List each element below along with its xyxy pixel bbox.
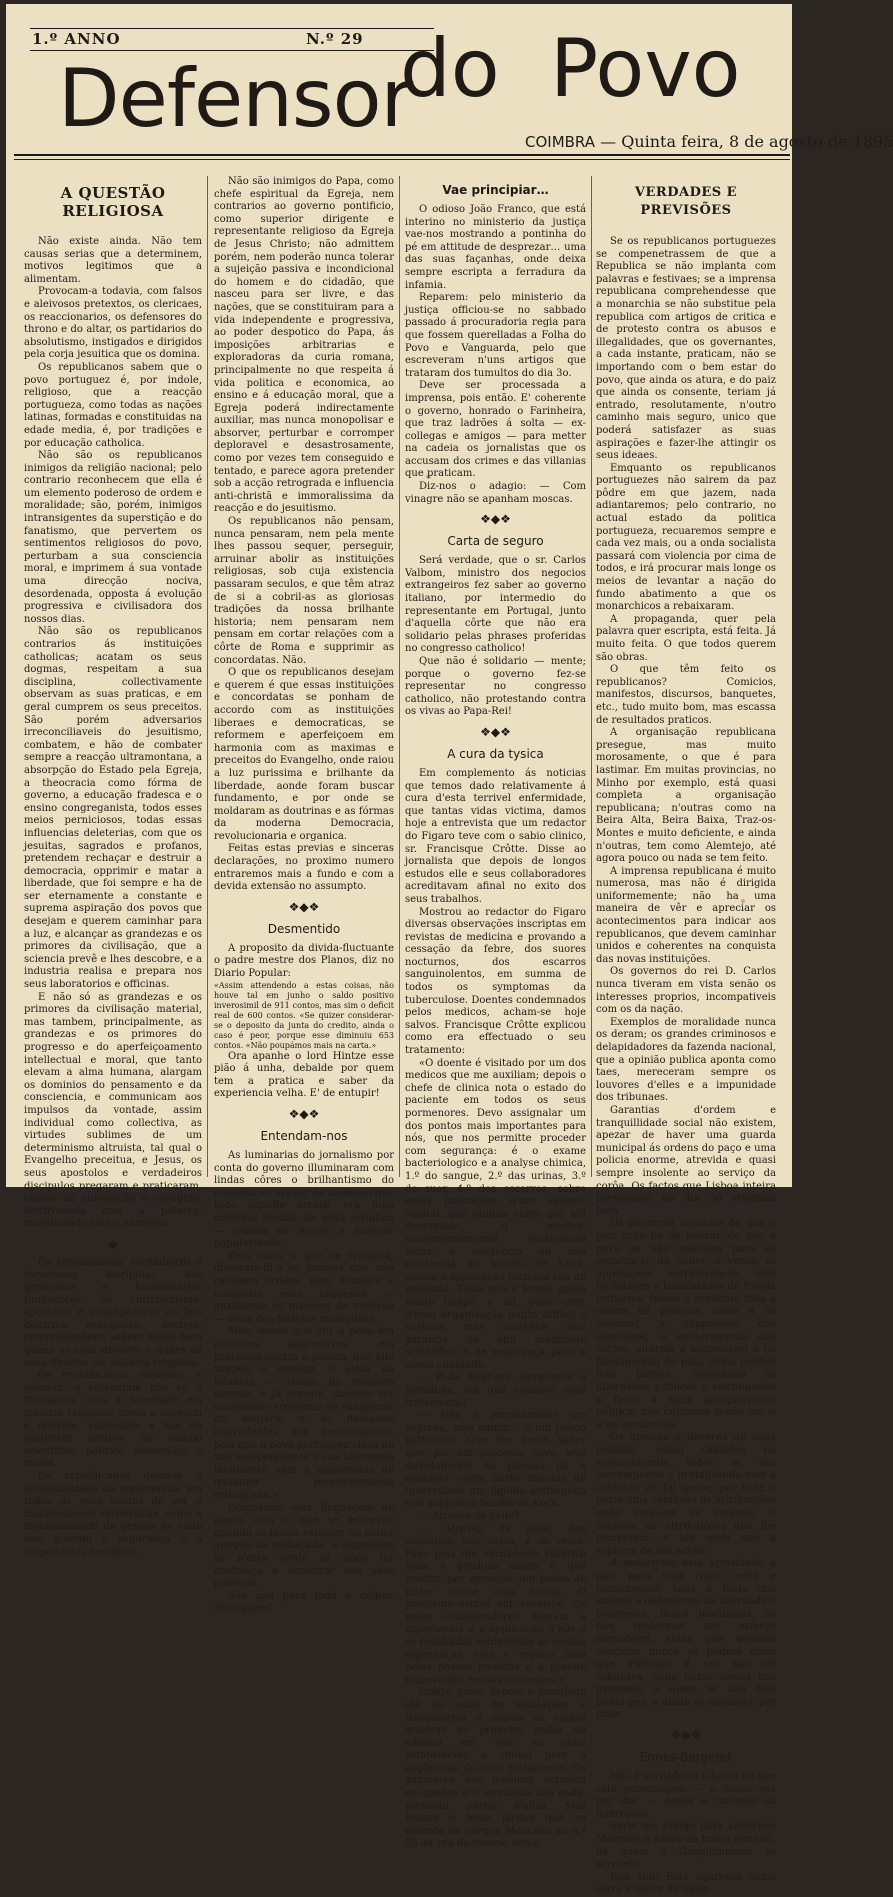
article-paragraph: E não só as grandezas e os primores da civilisação material, mas tambem, principalmente, as grandezas e os primores do progresso e do aperfeiçoamento intellectual e moral, que tanto elevam a alma humana, alargam os dominios do pensamento e da consciencia, e communicam aos impulsos da vontade, assim individual como collectiva, as virtudes sublimes de um determinismo altruista, tal qual o Evangelho preceitua, e Jesus, os seus apostolos e verdadeiros discipulos pregaram e praticaram, cheios de abnegação e coragem, doutrinando com a palavra, moralisando com o exemplo. (24, 991, 202, 1230)
article-paragraph: Os republicanos, desejam, e querem, e sustentam não só a tolerancia, mas a liberdade em materia religiosa, como a desejam e querem, sustentam e hão de sustentar sempre no campo scientifico, politico, economico e moral. (24, 1370, 202, 1470)
article-paragraph: Deve ser processada a imprensa, pois então. E' coherente o governo, honrado o Farinheira, que traz ladrões á solta — ex-collegas e amigos — para metter na cadeia os jornalistas que os accusam dos crimes e das villanias que praticam. (405, 380, 586, 480)
paper-blemish (426, 474, 431, 479)
column-2 (214, 176, 394, 1615)
article-paragraph: Reparem: pelo ministerio da justiça officiou-se no sabbado passado á procuradoria regia para que fossem querelladas a Folha do Povo e Vanguarda, pelo que escreveram n'uns artigos que trataram dos tumultos do dia 3o. (405, 292, 586, 379)
ornament-diamond-icon: ◆ (108, 1236, 118, 1251)
article-paragraph: O odioso João Franco, que está interino no ministerio da justiça vae-nos mostrando a pontinha do pé em attitude de desprezar… uma das suas façanhas, onde deixa sempre escripta a ferradura da infamia. (405, 204, 586, 291)
article-paragraph: Ora apanhe o lord Hintze esse pião á unha, debalde por quem tem a pratica e saber da experiencia velha. E' de entupir! (214, 1050, 394, 1100)
article-title-vae-principiar: Vae principiar… (442, 183, 549, 197)
article-paragraph: Não são os republicanos inimigos da religião nacional; pelo contrario reconhecem que ella é um elemento poderoso de ordem e moralidade; são, porém, inimigos intransigentes da superstição e do fanatismo, que pervertem os sentimentos religiosos do povo, perturbam a sua consciencia moral, e imprimem á sua vontade uma direcção nociva, desordenada, opposta á evolução progressiva e civilisadora dos nossos dias. (24, 450, 202, 625)
ornament-fleuron-icon: ❖◆❖ (480, 512, 511, 527)
article-paragraph: A propaganda, quer pela palavra quer escripta, está feita. Já muito feita. O que todos querem são obras. (596, 613, 776, 663)
article-title-questao-religiosa: A QUESTÃO RELIGIOSA (60, 184, 166, 220)
masthead-title-defensor: Defensor (58, 52, 413, 145)
article-paragraph: Não é verdadeiro o bosto de que este personagem — o Socco rex por dia! — venha a caminho da metropole. (596, 1771, 776, 1820)
article-paragraph: As luminarias do jornalismo por conta do governo illuminaram com lindas côres o brilhantismo do centenario, apezar de saberem que todo aquelle arraial era uma comedia ignobil da seita jesuitica — revista de forças e mostrar popularidade. (214, 1150, 394, 1250)
masthead-rule-top (30, 28, 434, 29)
article-paragraph: «O doente é visitado por um dos medicos que me auxiliam; depois o chefe de clinica nota o estado do paciente em todos os seus pormenores. Devo assignalar um dos pontos mais importantes para nós, que nos permitte proceder com segurança: é o exame bacteriologico e a analyse chimica, 1.º do sangue, 2.º das urinas, 3.º do suor, 4.º dos escarros; sobre estas indicações d'um alcance capital, que muitas vezes por alli desprezam, o medico, convenientemente esclarecido sobre a existencia ou não existencia do bacillo de Kock, marca a applicação racional seu do methodo. Tudo isto é longo, gasta muito tempo, e foi, pode crer, d'uma organisação muito difficil e custosa, mas constitue uma garantia de alta probidade scientifica e de segurança para a nossa clientella. (405, 1057, 586, 1371)
article-paragraph: Mas, desde que viu o povo em attitudes aggressivas, em protestos contra o jesuita, que elle suppõe o inimigo, o algoz da infancia — fallam de maneira diversa, e já berram, dizendo ser necessario «reprimir os exaggeros do beaterio e as demasias imprudentes dos reaccionarios, pois que o povo portuguez cioso da sua independencia e sua tolerancia fácilmente nem a apparencia de qualquer preponderancia retrograda.» (214, 1326, 394, 1502)
column-3 (405, 176, 586, 1850)
article-paragraph: Diz-nos o adagio: — Com vinagre não se apanham moscas. (405, 481, 586, 505)
article-paragraph: A proposito da divida-fluctuante o padre mestre dos Planos, diz no Diario Popular: (214, 942, 394, 980)
article-paragraph: Emquanto os republicanos portuguezes não sairem da paz pôdre em que jazem, nada adiantaremos; pelo contrario, no actual estado da politica portugueza, recuaremos sempre e cada vez mais, ou a onda socialista passará com violencia por cima de todos, e irá procurar mais longe os meios de levantar a nação do fundo abatimento a que os monarchicos a rebaixaram. (596, 462, 776, 613)
year-label: 1.º ANNO (32, 30, 121, 48)
dateline (525, 132, 893, 151)
article-paragraph: — Atravez da pelle, dos musculos, dos ossos, e do resto. Faço pois um verdadeiro curativo local e produzo assim o que produz, por exemplo, um penso de Lister sobre uma ferida. O problema estava ahi: resolvi-o. Os meus collaboradores fizeram a experiencia e a applicação d'elle e os resultados sobrelevam as nossas esperanças: veja e registo feito pelos nossos medicos e o grande numero dos nossos successos.» (405, 1523, 586, 1686)
article-title-carta-de-seguro: Carta de seguro (447, 534, 544, 549)
column-rule-1 (207, 176, 208, 1177)
article-paragraph: São pau para toda a colher. Repugnam! (214, 1590, 394, 1615)
article-paragraph: — Pode dizer-me, perguntou o jornalista, em que consiste esse tratamento? (405, 1372, 586, 1409)
article-paragraph: Isso sim! Está agarrado como ostra a lastro de navio. (596, 1871, 776, 1896)
article-paragraph: Comparem esta linguagem de agora com o que se escreveu quando as festas estavam no maior apogeo da palhaçada, e digam-nos se n'esta gente se póde ter confiança e acreditar nas suas palavras. (214, 1502, 394, 1590)
ornament-fleuron-icon: ❖◆❖ (670, 1728, 702, 1743)
article-paragraph: Feitas estas previas e sinceras declarações, no proximo numero entraremos mais a fundo e com a devida extensão no assumpto. (214, 843, 394, 893)
dateline-city: COIMBRA (525, 133, 596, 151)
article-paragraph: Os governos conscios de que o paiz tudo ha de tolerar, de que o povo se não mecherá para os escorraçar do poder, e vendo as opposições entreterem-se com futilidades e banalidades de frivola rethorica, fazem e praticam toda a ordem de proezas, como a lei eleitoral, a suppressão dos concelhos, o encerramento das côrtes; alteram e suspendem a lei fundamental do paiz, como melhor lhes parece, cerceando as liberdades publicas e continuando a fazer a mais anti-patriotica politica; não cuidando senão em si e na monarchia. (596, 1218, 776, 1431)
article-title-entendam-nos: Entendam-nos (260, 1129, 348, 1143)
article-paragraph: A imprensa republicana é muito numerosa, mas não é dirigida uniformemente; não ha uma maneira de vêr e apreciar os acontecimentos para indicar aos republicanos, que devem caminhar unidos e coherentes na conquista das novas instituições. (596, 865, 776, 965)
article-title-ennes-bergeret: Ennes-Bergeret (639, 1750, 733, 1765)
article-paragraph: Que não é solidario — mente; porque o governo fez-se representar no congresso catholico, não protestando contra os vivas ao Papa-Rei! (405, 656, 586, 718)
article-paragraph: Os direitos e deveres de cada cidadão, estão calcados no esquecimento; todos se vão corrompendo e brutalisando com o contacto de tal gente; por toda a parte uma confusão de attribuições onde ninguem se entende, e conhece as attribuições que lhe competem, e até onde vae a esphera da sua acção. (596, 1432, 777, 1557)
article-paragraph: Bem viam o que se tramava, disseram-lh'o os jornaes que não recebem ordens, nem dinheiro e commodo essa imprensa — auxiliando os manejos da reacção — disse dos festejos maravilhas. (214, 1250, 394, 1325)
article-paragraph: Garantias d'ordem e tranquillidade social não existem, apezar de haver uma guarda municipal ás ordens do paço e uma policia enorme, atrevida e quasi sempre insolente ao serviço da corôa. Os factos que Lisboa inteira presenciou no dia 3o attestam bem. (596, 1104, 776, 1217)
article-paragraph: Se os republicanos portuguezes se compenetrassem de que a Republica se não implanta com palavras e festivaes; se a imprensa republicana comprehendesse que a monarchia se não substitue pela republica com artigos de critica e de protesto contra os abusos e illegalidades, que os governantes, a cada instante, praticam, não se importando com o bem estar do povo, que ainda os atura, e do paiz que ainda os consente, teriam já entrado, resolutamente, n'outro caminho mais seguro, unico que poderá satisfazer as suas aspirações e fazer-lhe attingir os seus ideaes. (596, 236, 776, 462)
article-paragraph: Não existe ainda. Não tem causas serias que a determinem, motivos legitimos que a alimentam. (24, 236, 202, 285)
article-paragraph: O que têm feito os republicanos? Comicios, manifestos, discursos, banquetes, etc., tudo muito bom, mas escassa de resultados praticos. (596, 664, 776, 726)
article-paragraph: Os republicanos não pensam, nunca pensaram, nem pela mente lhes passou sequer, perseguir, arruinar abolir as instituições religiosas, sob cuja existencia passaram seculos, e que têm atraz de si a cobril-as as gloriosas tradições da nossa brilhante historia; nem pensaram nem pensam em cortar relações com a côrte de Roma e supprimir as concordatas. Não. (214, 516, 394, 666)
article-paragraph: Os republicanos sabem que o povo portuguez é, por indole, religioso, que a reacção portugueza, como todas as nações latinas, formadas e constituidas na edade media, é, por tradições e por educação catholica. (24, 361, 202, 449)
article-paragraph: Não são os republicanos contrarios ás instituições catholicas; acatam os seus dogmas, respeitam a sua disciplina, collectivamente observam as suas praticas, e em geral cumprem os seus preceitos. São porém adversarios irreconciliaveis do jesuitismo, combatem, e hão de combater sempre a reacção ultramontana, a absorpção do Estado pela Egreja, a theocracia como fórma de governo, a educação fradesca e o ensino congreganista, todos esses meios perniciosos, todas essas influencias deleterias, com que os jesuitas, sagrados e profanos, pretendem rechaçar e destruir a democracia, opprimir e matar a liberdade, que foi sempre e ha de ser eternamente a constante e suprema aspiração dos povos que desejam e querem caminhar para a luz, e alcançar as grandezas e os primores da civilisação, que a sciencia prevê e lhes descobre, e a industria realisa e prepara nos seus laboratorios e officinas. (24, 626, 202, 991)
ornament-fleuron-icon: ❖◆❖ (480, 724, 511, 739)
column-rule-3 (591, 176, 592, 1177)
article-paragraph: A monarchia está arrastando o paiz para uma ruina certa e monumental; toda a lucta dos amigos e defensores da liberdade e progresso, ficará inutilisada, se não tentarmos um esforço derradeiro, ainda que sejamos vencidos nunca se poderá dizer que Portugal é um paz de cobardes, onde todos somos uns pygmeus, a quem se dão dois ponta-pés, e ainda se agradece por cima. (596, 1558, 776, 1721)
article-paragraph: Os governos do rei D. Carlos nunca tiveram em vista senão os interesses proprios, incompativeis com os da nação. (596, 966, 776, 1016)
article-paragraph: — Não é precisamente um segredo, mas emfim… é um pouco particular. Que lhe baste saber que, por um processo novo, levo directamente ao pulmão ou a qualquer outra parte atacada de tuberculose um liquido antiseptico que aniquila o bacillo de Kock. (405, 1410, 586, 1510)
issue-number: N.º 29 (306, 30, 364, 48)
column-4 (596, 176, 777, 1896)
column-1 (24, 176, 202, 1558)
article-paragraph: — Através da pelle? (419, 1511, 520, 1522)
article-paragraph: Provocam-a todavia, com falsos e aleivosos pretextos, os clericaes, os reaccionarios, os defensores do throno e do altar, os partidarios do absolutismo, instigados e dirigidos pela corja jesuitica que os domina. (24, 286, 202, 361)
masthead-title-povo: Povo (550, 22, 741, 115)
column-rule-2 (399, 176, 400, 1177)
article-title-cura-da-tysica: A cura da tysica (447, 746, 544, 761)
article-paragraph: A organisação republicana presegue, mas muito morosamente, o que é para lastimar. Em muitas provincias, no Minho por exemplo, está quasi completa a organisação republicana; n'outras como na Beira Alta, Beira Baixa, Traz-os-Montes e muito deficiente, e ainda n'outras, tem como Alemtejo, até agora pouco ou nada se tem feito. (596, 727, 776, 865)
masthead-title-do: do (400, 22, 500, 115)
article-title-desmentido: Desmentido (267, 921, 341, 936)
article-paragraph: Será verdade, que o sr. Carlos Valbom, ministro dos negocios extrangeiros fez saber ao governo italiano, por intermedio do representante em Portugal, junto d'aquella côrte que não era solidario pelas phrases proferidas no congresso catholico! (405, 555, 586, 655)
article-paragraph: O que os republicanos desejam e querem é que essas instituições e concordatas se ponham de accordo com as instituições liberaes e democraticas, se reformem e aperfeiçoem em harmonia com as maximas e preceitos do Evangelho, onde raiou a luz purissima e brilhante da liberdade, aonde foram buscar fundamento, e por onde se moldaram as doutrinas e as fórmas da moderna Democracia, revolucionaria e organica. (214, 667, 394, 842)
article-paragraph: Seria um perigo para Lourenço Marques a saida do braço general, de quem o Gonghunhama se arreceia. (596, 1821, 776, 1871)
article-paragraph: Exemplos de moralidade nunca os deram; os grandes criminosos e delapidadores da fazenda nacional, que a opinião publica aponta como taes, mereceram sempre os louvores d'elles e a impunidade dos tribunaes. (596, 1016, 776, 1104)
article-paragraph: Os republicanos querem a inviolabilidade da consciencia, em todos os seus modos de ser e manifestações respectivas, como a inviolabilidade da pessoa de cada um; querem a segurança e o respeito dos dominios. (24, 1471, 202, 1558)
article-paragraph: Os republicanos, verdadeiros e fervorosos discipulos dos generosos e humanitarios fundadores do christianismo, apostolos e propagadores da boa doutrina evangelica, sentem, comprehendem, sabem muito bem quaes os seus deveres e quaes os seus direitos em materia religiosa. (24, 1256, 202, 1369)
dateline-date: — Quinta feira, 8 de agosto de 1895 (600, 132, 893, 151)
article-paragraph: Não são inimigos do Papa, como chefe espiritual da Egreja, nem contrarios ao governo pontificio, como superior dirigente e representante religioso da Egreja de Jesus Christo; não admittem porém, nem poderão nunca tolerar a sujeição passiva e incondicional do homem e do cidadão, que nasceu para ser livre, e das nações, que se constituiram para a vida independente e progressiva, ao poder despotico do Papa, ás imposições arbitrarias e exploradoras da curia romana, principalmente no que respeita á vida politica e economica, ao ensino e á educação moral, que a Egreja poderá indirectamente auxiliar, mas nunca monopolisar e absorver, perturbar e corromper deploravel e desastrosamente, como por vezes tem conseguido e tentado, e parece agora pretender sob a acção retrograda e influencia anti-christã e immoralissima da reacção e do jesuitismo. (214, 176, 394, 515)
ornament-fleuron-icon: ❖◆❖ (288, 899, 320, 914)
header-rule-bottom (14, 159, 790, 160)
header-rule-top (14, 154, 790, 156)
article-quote: «Assim attendendo a estas coisas, não houve tal em junho o saldo positivo inverosimil de 911 contos, mas sim o deficit real de 600 contos. «Se quizer considerar-se o deposito da junta do credito, ainda o caso é peor, porque esse diminuiu 653 contos. «Não poupámos mais na carta.» (214, 980, 394, 1050)
article-paragraph: Mostrou ao redactor do Figaro diversas observações inscriptas em revistas de medicina e provando a cessação da febre, dos suores nocturnos, dos escarros sanguinolentos, em summa de todos os symptomas da tuberculose. Doentes condemnados pelos medicos, acham-se hoje salvos. Francisque Crôtte explicou como era effectuado o seu tratamento: (405, 906, 586, 1057)
masthead-rule-bottom (30, 50, 434, 51)
ornament-fleuron-icon: ❖◆❖ (288, 1107, 320, 1121)
paper-blemish (741, 899, 745, 903)
article-paragraph: Crôtte guiou depois o jornalista até as salas de inhalações e laboratorios e depois ás vastas quadras do primeiro andar do edificio em que se acha estabelecida a clinica para a applicação do novo tratamento. Os gabinetes dos medicos estavam occupados e o jornalista não pode, portanto, entrar n'ellas. Mas visitou o bello jardim que se estende do parque Monceau ao n.º 55 da rua do mesmo nome. (405, 1687, 586, 1850)
article-paragraph: Em complemento ás noticias que temos dado relativamente á cura d'esta terrivel enfermidade, que tantas vidas victima, damos hoje a entrevista que um redactor do Figaro teve com o sabio clinico, sr. Francisque Crôtte. Disse ao jornalista que depois de longos estudos elle e seus collaboradores acreditavam afinal no exito dos seus trabalhos. (405, 767, 586, 905)
article-title-verdades-e-previsoes: VERDADES E PREVISÕES (634, 185, 738, 218)
newspaper-page (6, 4, 893, 1896)
